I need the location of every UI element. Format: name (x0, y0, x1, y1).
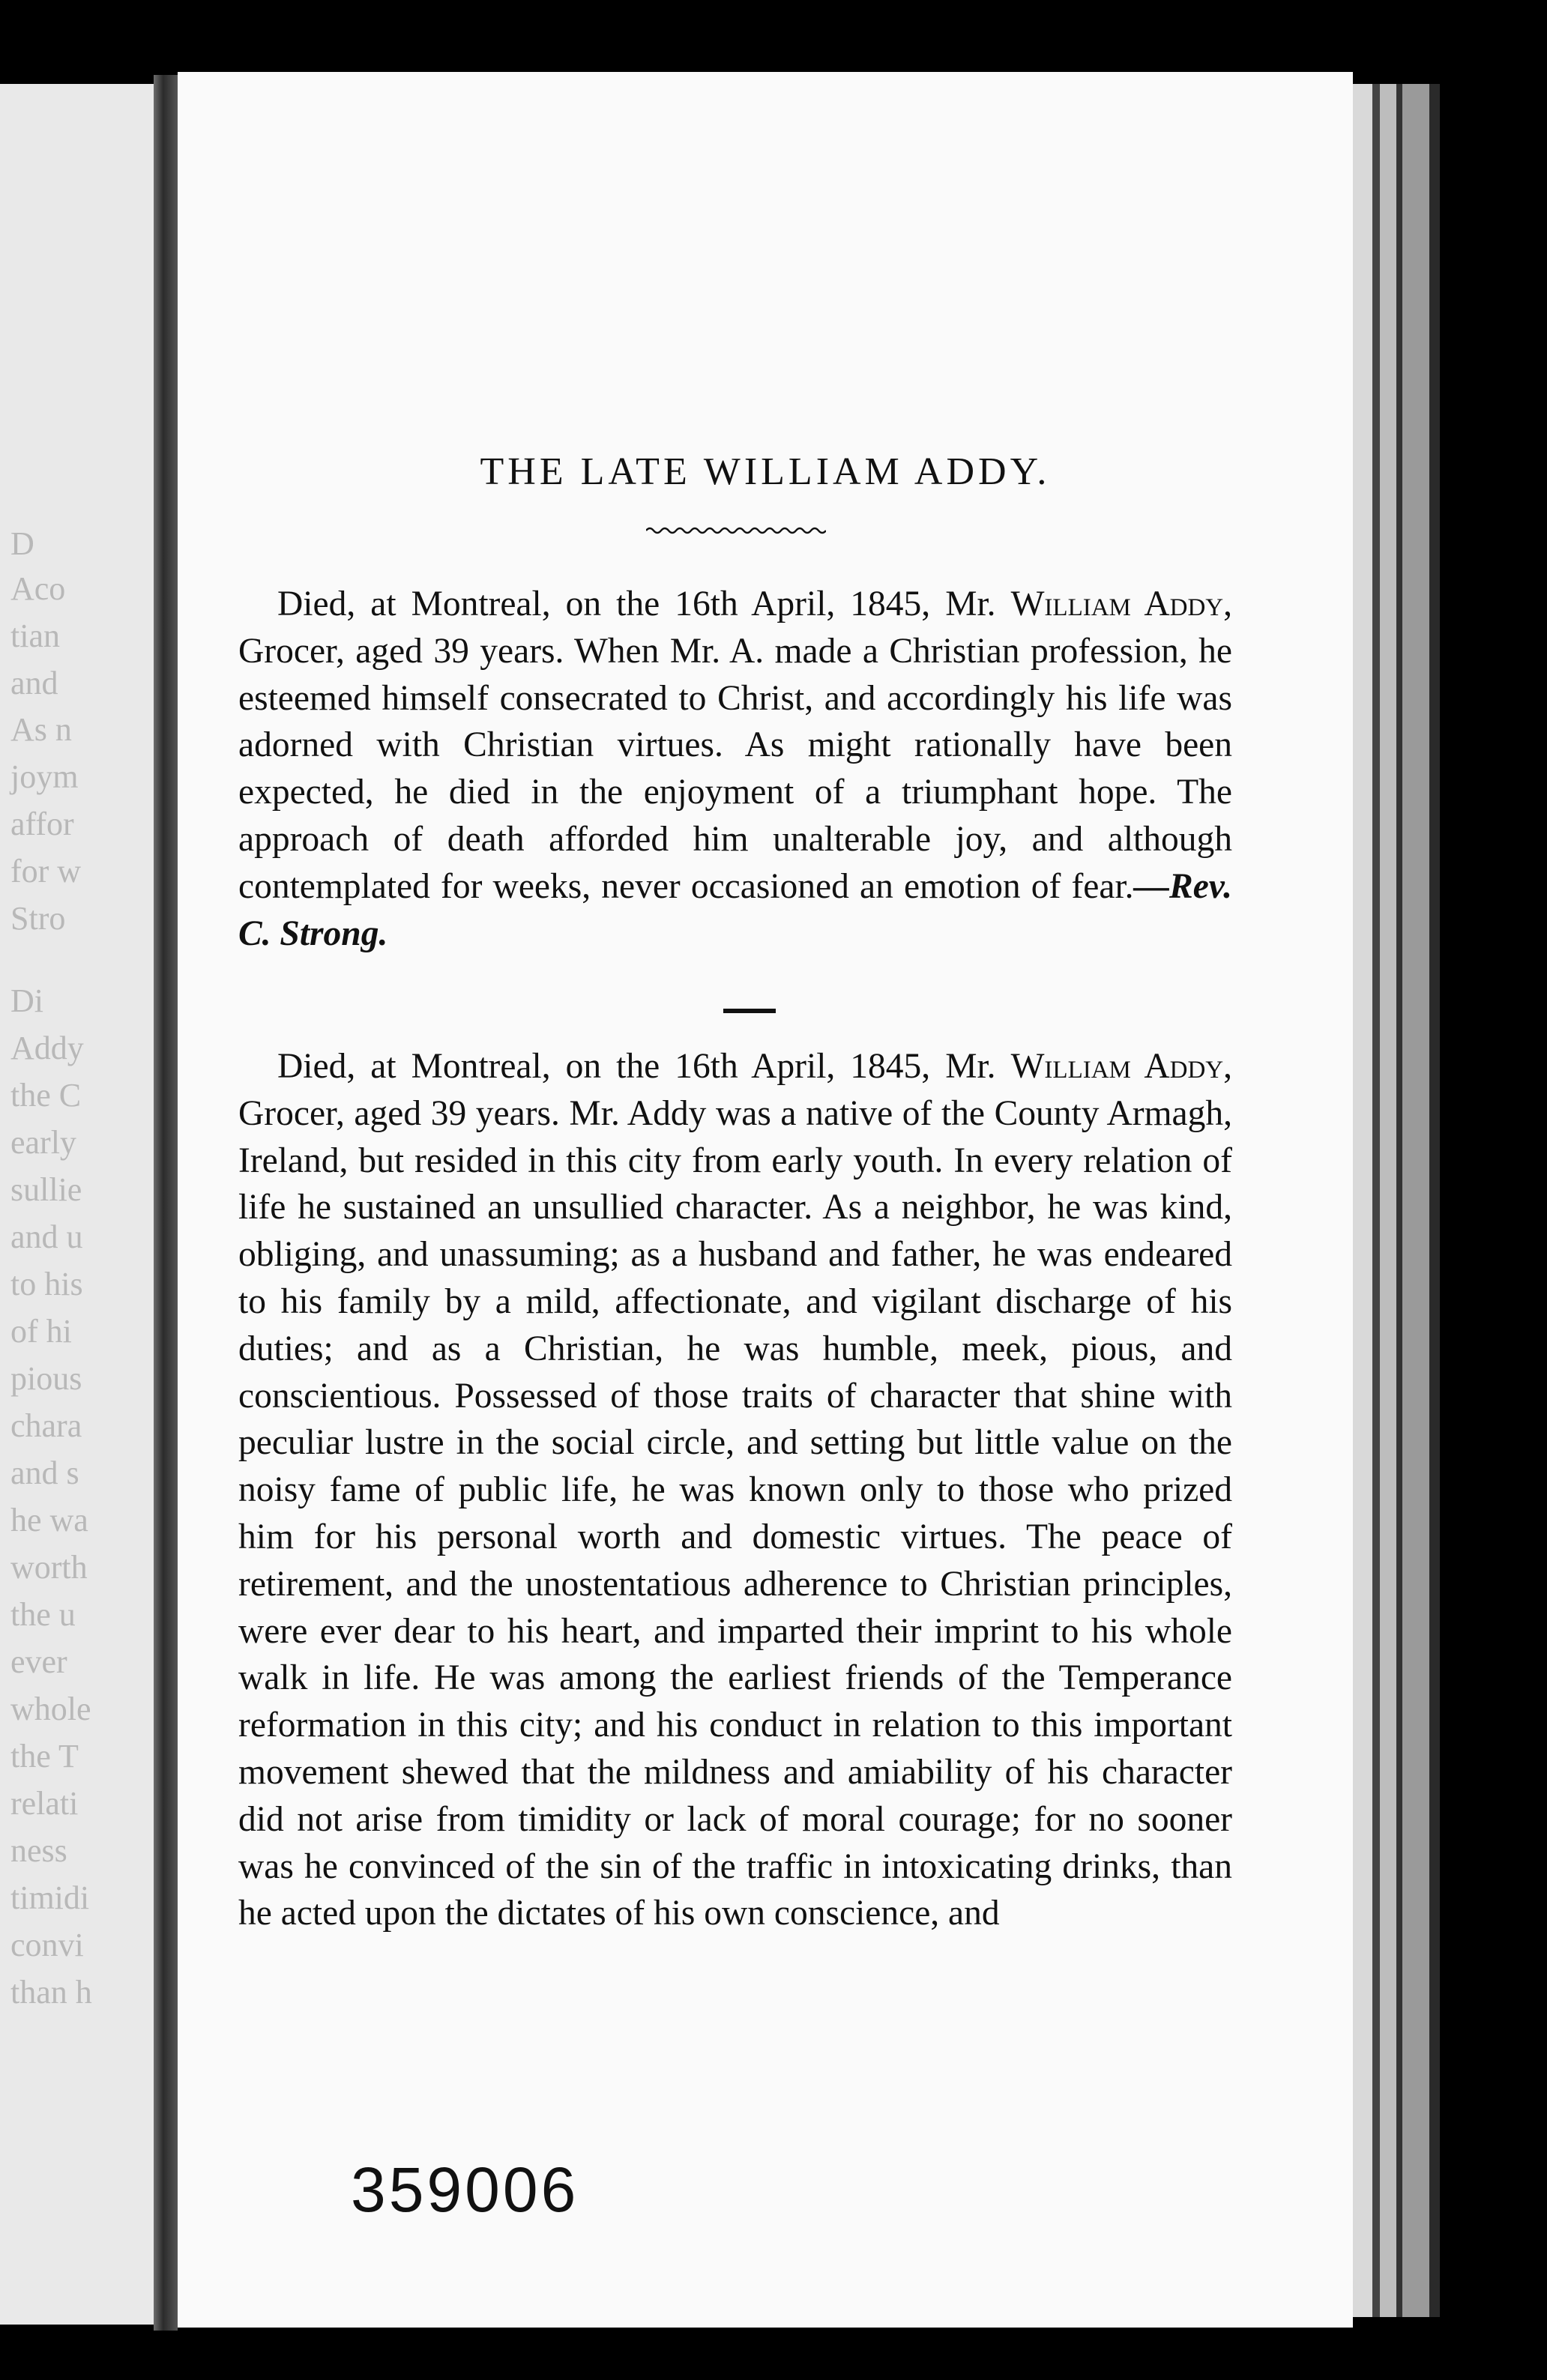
facing-page-text-fragment: pious (10, 1360, 82, 1397)
facing-page-text-fragment: and s (10, 1455, 79, 1491)
facing-page-text-fragment: and (10, 665, 58, 701)
facing-page-text-fragment: Addy (10, 1030, 84, 1066)
facing-page-text-fragment: to his (10, 1266, 83, 1302)
facing-page-text-fragment: tian (10, 617, 60, 654)
facing-page-text-fragment: and u (10, 1218, 83, 1255)
facing-page-edge (0, 84, 159, 2325)
facing-page-text-fragment: Aco (10, 570, 66, 607)
page-stack-edge (1396, 84, 1402, 2317)
facing-page-text-fragment: D (10, 525, 34, 562)
facing-page-text-fragment: As n (10, 711, 72, 748)
attribution: —Rev. C. Strong. (238, 866, 1232, 953)
page-stack-edge (1402, 84, 1429, 2317)
obituary-paragraph-1 (238, 581, 1232, 957)
catalog-stamp-number: 359006 (351, 2154, 579, 2225)
entry-body: , Grocer, aged 39 years. Mr. Addy was a native of the County Armagh, Ireland, but resided in this city from early youth. In every relation of life he sustained an unsullied character. As a neighbor, he was kind, obliging, and unassuming; as a husband and father, he was endeared to his family by a mild, affectionate, and vigilant discharge of his duties; and as a Christian, he was humble, meek, pious, and conscientious. Possessed of those traits of character that shine with peculiar lustre in the social circle, and setting but little value on the noisy fame of public life, he was known only to those who prized him for his personal worth and domestic virtues. The peace of retirement, and the unostentatious adherence to Christian principles, were ever dear to his heart, and imparted their imprint to his whole walk in life. He was among the earliest friends of the Temperance reformation in this city; and his conduct in relation to this important movement shewed that the mildness and amiability of his character did not arise from timidity or lack of moral courage; for no sooner was he convinced of the sin of the traffic in intoxicating drinks, than he acted upon the dictates of his own conscience, and (238, 1047, 1232, 1933)
entry-lead: Died, at Montreal, on the 16th April, 1845, Mr. (277, 585, 1011, 623)
facing-page-text-fragment: ness (10, 1832, 67, 1869)
page-stack-edge (1429, 84, 1440, 2317)
facing-page-text-fragment: for w (10, 853, 82, 890)
entry-lead: Died, at Montreal, on the 16th April, 1845, Mr. (277, 1047, 1011, 1086)
facing-page-text-fragment: sullie (10, 1171, 82, 1208)
facing-page-text-fragment: affor (10, 806, 74, 842)
facing-page-text-fragment: the u (10, 1596, 76, 1633)
facing-page-text-fragment: the C (10, 1077, 82, 1114)
facing-page-text-fragment: Stro (10, 900, 66, 937)
facing-page-text-fragment: whole (10, 1691, 91, 1727)
facing-page-text-fragment: chara (10, 1407, 82, 1444)
page-stack-edge (1380, 84, 1396, 2317)
wavy-divider (646, 525, 826, 537)
page-stack-edge (1353, 84, 1372, 2317)
facing-page-text-fragment: early (10, 1124, 76, 1161)
facing-page-text-fragment: than h (10, 1974, 92, 2011)
facing-page-text-fragment: relati (10, 1785, 79, 1822)
facing-page-text-fragment: convi (10, 1927, 84, 1963)
facing-page-text-fragment: timidi (10, 1879, 90, 1916)
facing-page-text-fragment: of hi (10, 1313, 72, 1350)
facing-page-text-fragment: ever (10, 1643, 67, 1680)
entry-body: , Grocer, aged 39 years. When Mr. A. made a Christian profession, he esteemed himself consecrated to Christ, and accordingly his life was adorned with Christian virtues. As might rationally have been expected, he died in the enjoyment of a triumphant hope. The approach of death afforded him unalterable joy, and although contemplated for weeks, never occasioned an emotion of fear. (238, 585, 1232, 906)
facing-page-text-fragment: the T (10, 1738, 79, 1775)
book-gutter (154, 75, 178, 2331)
page-stack-edge (1372, 84, 1380, 2317)
section-divider (723, 1009, 776, 1013)
page-title: THE LATE WILLIAM ADDY. (480, 450, 1051, 493)
facing-page-text-fragment: worth (10, 1549, 88, 1586)
deceased-name: William Addy (1010, 585, 1224, 623)
deceased-name: William Addy (1010, 1047, 1224, 1086)
obituary-paragraph-2 (238, 1043, 1232, 1937)
facing-page-text-fragment: Di (10, 982, 43, 1019)
facing-page-text-fragment: he wa (10, 1502, 88, 1538)
facing-page-text-fragment: joym (10, 758, 79, 795)
